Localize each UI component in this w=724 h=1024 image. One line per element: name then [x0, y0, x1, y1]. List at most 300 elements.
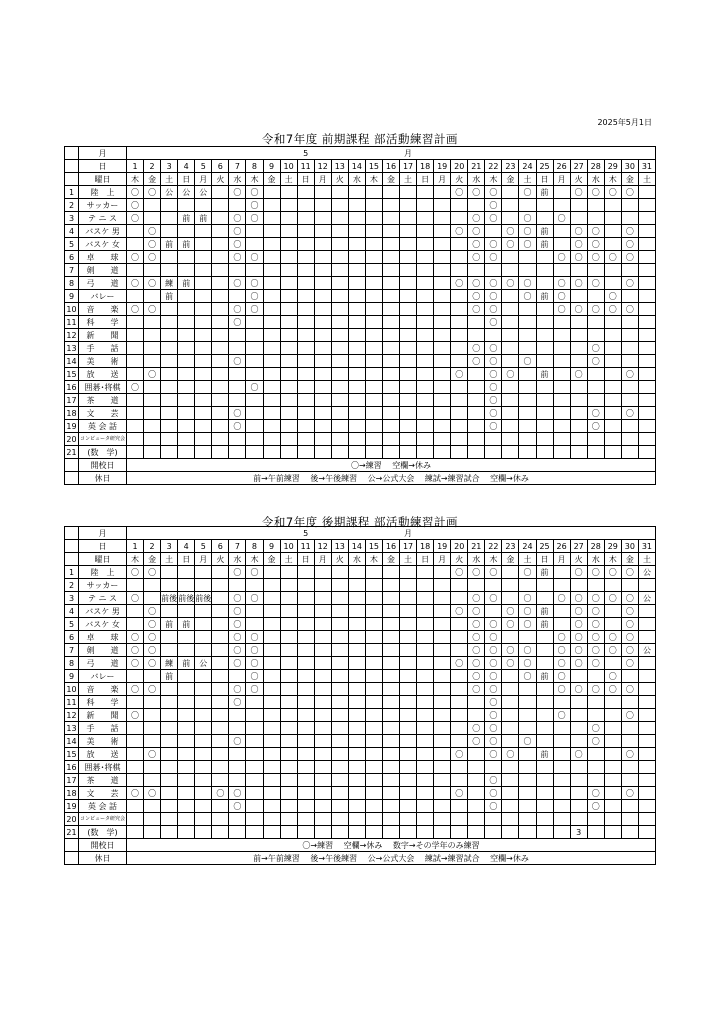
practice-cell: 公 [195, 657, 212, 670]
practice-cell: 〇 [621, 683, 638, 696]
practice-cell [434, 644, 451, 657]
practice-cell: 〇 [587, 618, 604, 631]
practice-cell [144, 394, 161, 407]
practice-cell [178, 303, 195, 316]
day-number: 28 [587, 540, 604, 553]
practice-cell [348, 290, 365, 303]
practice-cell [144, 420, 161, 433]
practice-cell [638, 433, 655, 446]
practice-cell [144, 381, 161, 394]
practice-cell [127, 579, 144, 592]
club-name: バスケ 女 [79, 238, 127, 251]
practice-cell [365, 433, 382, 446]
practice-cell: 〇 [587, 657, 604, 670]
practice-cell [502, 199, 519, 212]
practice-cell [195, 826, 212, 839]
practice-cell [314, 787, 331, 800]
practice-cell [536, 277, 553, 290]
practice-cell [331, 657, 348, 670]
day-number: 17 [400, 540, 417, 553]
practice-cell [314, 709, 331, 722]
club-name: 剣 道 [79, 264, 127, 277]
weekday: 水 [229, 173, 246, 186]
practice-cell [400, 631, 417, 644]
practice-cell: 練 [161, 277, 178, 290]
practice-cell [280, 381, 297, 394]
club-number: 13 [66, 343, 77, 353]
practice-cell: 〇 [144, 225, 161, 238]
club-row [65, 644, 656, 657]
practice-cell [536, 696, 553, 709]
practice-cell [212, 592, 229, 605]
second-term-plan-table [64, 526, 656, 865]
practice-cell [382, 618, 399, 631]
practice-cell [570, 420, 587, 433]
practice-cell [161, 225, 178, 238]
club-row [65, 277, 656, 290]
practice-cell [570, 381, 587, 394]
practice-cell [263, 748, 280, 761]
practice-cell: 〇 [587, 800, 604, 813]
practice-cell [365, 774, 382, 787]
blank-cell [65, 173, 79, 186]
practice-cell [195, 800, 212, 813]
practice-cell: 〇 [127, 303, 144, 316]
practice-cell [365, 592, 382, 605]
practice-cell [178, 683, 195, 696]
practice-cell [502, 670, 519, 683]
club-name: サッカー [79, 579, 127, 592]
practice-cell [468, 787, 485, 800]
practice-cell: 〇 [127, 644, 144, 657]
practice-cell: 前 [536, 748, 553, 761]
practice-cell [417, 748, 434, 761]
practice-cell [587, 774, 604, 787]
practice-cell: 〇 [468, 605, 485, 618]
practice-cell [638, 813, 655, 826]
practice-cell [365, 394, 382, 407]
club-number: 7 [65, 644, 79, 657]
practice-cell [417, 774, 434, 787]
practice-cell [144, 316, 161, 329]
practice-cell [451, 722, 468, 735]
practice-cell [365, 329, 382, 342]
practice-cell [229, 329, 246, 342]
practice-cell [553, 238, 570, 251]
practice-cell [417, 813, 434, 826]
practice-cell [400, 446, 417, 459]
practice-cell: 〇 [587, 566, 604, 579]
practice-cell [604, 316, 621, 329]
practice-cell [604, 407, 621, 420]
day-number: 10 [280, 540, 297, 553]
practice-cell [212, 800, 229, 813]
practice-cell [638, 238, 655, 251]
practice-cell [468, 800, 485, 813]
practice-cell [400, 722, 417, 735]
practice-cell: 〇 [570, 592, 587, 605]
weekday: 木 [604, 173, 621, 186]
practice-cell: 〇 [570, 251, 587, 264]
club-name: 英 会 話 [79, 420, 127, 433]
practice-cell [127, 800, 144, 813]
practice-cell [195, 605, 212, 618]
practice-cell [297, 657, 314, 670]
club-number: 18 [66, 788, 77, 798]
practice-cell [451, 251, 468, 264]
practice-cell [400, 238, 417, 251]
practice-cell [229, 433, 246, 446]
practice-cell [195, 566, 212, 579]
practice-cell [604, 199, 621, 212]
practice-cell [417, 709, 434, 722]
practice-cell [348, 277, 365, 290]
practice-cell: 前 [536, 618, 553, 631]
practice-cell [365, 761, 382, 774]
practice-cell [178, 644, 195, 657]
practice-cell [297, 644, 314, 657]
practice-cell [297, 735, 314, 748]
practice-cell [246, 774, 263, 787]
practice-cell [587, 394, 604, 407]
practice-cell [127, 735, 144, 748]
practice-cell: 〇 [246, 631, 263, 644]
weekday: 火 [331, 553, 348, 566]
practice-cell: 〇 [519, 186, 536, 199]
practice-cell [604, 355, 621, 368]
practice-cell [212, 774, 229, 787]
practice-cell [263, 800, 280, 813]
practice-cell [502, 316, 519, 329]
practice-cell [382, 225, 399, 238]
practice-cell [297, 329, 314, 342]
practice-cell [519, 813, 536, 826]
practice-cell [382, 251, 399, 264]
practice-cell [570, 735, 587, 748]
practice-cell [144, 800, 161, 813]
practice-cell [365, 631, 382, 644]
practice-cell [417, 631, 434, 644]
practice-cell: 〇 [485, 381, 502, 394]
practice-cell: 公 [178, 186, 195, 199]
day-number: 15 [365, 160, 382, 173]
weekday: 金 [263, 553, 280, 566]
club-number: 9 [65, 290, 79, 303]
practice-cell [417, 316, 434, 329]
practice-cell [400, 579, 417, 592]
day-number: 23 [502, 540, 519, 553]
practice-cell [451, 826, 468, 839]
practice-cell [604, 774, 621, 787]
weekday: 日 [417, 553, 434, 566]
practice-cell [417, 800, 434, 813]
practice-cell [365, 605, 382, 618]
practice-cell [161, 696, 178, 709]
club-name: 囲碁･将棋 [79, 381, 127, 394]
practice-cell: 前 [536, 605, 553, 618]
practice-cell [434, 631, 451, 644]
practice-cell: 〇 [144, 748, 161, 761]
practice-cell [212, 566, 229, 579]
practice-cell [331, 774, 348, 787]
practice-cell [212, 657, 229, 670]
practice-cell [519, 683, 536, 696]
school-day-row [65, 459, 656, 472]
practice-cell [280, 657, 297, 670]
practice-cell [502, 813, 519, 826]
practice-cell: 〇 [621, 631, 638, 644]
practice-cell [434, 277, 451, 290]
practice-cell [570, 761, 587, 774]
weekday-row [65, 553, 656, 566]
practice-cell [195, 813, 212, 826]
blank-cell [65, 527, 79, 540]
practice-cell [468, 368, 485, 381]
practice-cell [263, 212, 280, 225]
practice-cell [451, 238, 468, 251]
practice-cell: 〇 [246, 683, 263, 696]
club-name: 新 聞 [79, 329, 127, 342]
club-row [65, 722, 656, 735]
practice-cell [348, 355, 365, 368]
practice-cell [519, 696, 536, 709]
practice-cell: 〇 [621, 368, 638, 381]
practice-cell [434, 709, 451, 722]
practice-cell [536, 446, 553, 459]
club-row [65, 446, 656, 459]
practice-cell [144, 774, 161, 787]
practice-cell [638, 446, 655, 459]
practice-cell [485, 225, 502, 238]
practice-cell [417, 433, 434, 446]
practice-cell [638, 670, 655, 683]
practice-cell [553, 342, 570, 355]
practice-cell [604, 342, 621, 355]
practice-cell [314, 683, 331, 696]
practice-cell: 〇 [468, 277, 485, 290]
club-row [65, 186, 656, 199]
practice-cell [570, 264, 587, 277]
practice-cell [400, 420, 417, 433]
club-name: 放 送 [79, 748, 127, 761]
club-number: 5 [65, 238, 79, 251]
weekday: 日 [178, 553, 195, 566]
first-term-plan-table [64, 146, 656, 485]
practice-cell [417, 303, 434, 316]
holiday-label: 休日 [79, 852, 127, 865]
practice-cell [161, 407, 178, 420]
practice-cell [212, 329, 229, 342]
practice-cell [178, 579, 195, 592]
practice-cell: 前 [536, 225, 553, 238]
practice-cell [604, 826, 621, 839]
practice-cell [348, 696, 365, 709]
practice-cell [621, 813, 638, 826]
practice-cell: 〇 [127, 787, 144, 800]
practice-cell [400, 394, 417, 407]
practice-cell [417, 251, 434, 264]
practice-cell [195, 579, 212, 592]
practice-cell [331, 826, 348, 839]
practice-cell [536, 774, 553, 787]
practice-cell [400, 670, 417, 683]
practice-cell [127, 826, 144, 839]
weekday: 土 [280, 173, 297, 186]
practice-cell [502, 446, 519, 459]
practice-cell [553, 264, 570, 277]
practice-cell [382, 670, 399, 683]
holiday-label: 休日 [79, 472, 127, 485]
practice-cell: 〇 [485, 277, 502, 290]
practice-cell [229, 774, 246, 787]
club-number: 16 [66, 762, 77, 772]
practice-cell: 〇 [587, 303, 604, 316]
club-number: 3 [65, 592, 79, 605]
practice-cell [400, 355, 417, 368]
practice-cell [178, 735, 195, 748]
practice-cell: 〇 [451, 566, 468, 579]
practice-cell [348, 657, 365, 670]
practice-cell [263, 238, 280, 251]
practice-cell [195, 433, 212, 446]
practice-cell [434, 316, 451, 329]
day-number: 20 [451, 540, 468, 553]
practice-cell: 〇 [451, 787, 468, 800]
practice-cell: 〇 [229, 631, 246, 644]
practice-cell [331, 316, 348, 329]
club-row [65, 407, 656, 420]
practice-cell [144, 264, 161, 277]
weekday: 日 [297, 553, 314, 566]
practice-cell [536, 394, 553, 407]
club-row [65, 264, 656, 277]
practice-cell [382, 199, 399, 212]
practice-cell [161, 787, 178, 800]
practice-cell: 前 [161, 618, 178, 631]
practice-cell [638, 774, 655, 787]
practice-cell [212, 631, 229, 644]
practice-cell: 前 [161, 290, 178, 303]
practice-cell [365, 225, 382, 238]
practice-cell: 〇 [229, 277, 246, 290]
practice-cell [314, 420, 331, 433]
practice-cell: 〇 [604, 303, 621, 316]
practice-cell [161, 368, 178, 381]
practice-cell [434, 670, 451, 683]
practice-cell [212, 407, 229, 420]
practice-cell [161, 579, 178, 592]
practice-cell [178, 605, 195, 618]
practice-cell [417, 657, 434, 670]
practice-cell [638, 748, 655, 761]
practice-cell [229, 748, 246, 761]
practice-cell [553, 316, 570, 329]
practice-cell [365, 800, 382, 813]
club-name: 茶 道 [79, 774, 127, 787]
practice-cell [502, 761, 519, 774]
practice-cell [280, 277, 297, 290]
day-number: 19 [434, 540, 451, 553]
practice-cell [229, 368, 246, 381]
practice-cell [621, 735, 638, 748]
practice-cell [161, 748, 178, 761]
weekday: 金 [382, 173, 399, 186]
practice-cell [400, 735, 417, 748]
practice-cell [195, 381, 212, 394]
day-number: 1 [127, 540, 144, 553]
practice-cell [587, 579, 604, 592]
practice-cell: 〇 [229, 800, 246, 813]
day-number: 7 [229, 160, 246, 173]
practice-cell [451, 355, 468, 368]
practice-cell [178, 381, 195, 394]
club-number: 11 [66, 697, 77, 707]
practice-cell: 前 [536, 670, 553, 683]
practice-cell [331, 748, 348, 761]
practice-cell [280, 696, 297, 709]
day-number: 13 [331, 540, 348, 553]
practice-cell [280, 290, 297, 303]
practice-cell: 〇 [246, 381, 263, 394]
weekday: 水 [229, 553, 246, 566]
practice-cell: 〇 [229, 407, 246, 420]
practice-cell [195, 644, 212, 657]
practice-cell [144, 290, 161, 303]
school-day-label: 開校日 [79, 839, 127, 852]
practice-cell: 〇 [621, 657, 638, 670]
practice-cell [553, 381, 570, 394]
practice-cell: 〇 [144, 238, 161, 251]
practice-cell [280, 579, 297, 592]
practice-cell: 〇 [502, 618, 519, 631]
practice-cell [331, 696, 348, 709]
practice-cell [434, 774, 451, 787]
club-number: 6 [65, 251, 79, 264]
practice-cell [178, 329, 195, 342]
practice-cell [297, 303, 314, 316]
practice-cell: 〇 [570, 618, 587, 631]
weekday: 月 [195, 173, 212, 186]
practice-cell [212, 381, 229, 394]
practice-cell [229, 342, 246, 355]
practice-cell [297, 761, 314, 774]
practice-cell: 〇 [229, 592, 246, 605]
practice-cell [195, 722, 212, 735]
practice-cell [348, 225, 365, 238]
practice-cell [400, 290, 417, 303]
practice-cell [400, 748, 417, 761]
practice-cell: 〇 [553, 631, 570, 644]
practice-cell [161, 774, 178, 787]
practice-cell [178, 420, 195, 433]
practice-cell [502, 303, 519, 316]
club-row [65, 303, 656, 316]
practice-cell [263, 277, 280, 290]
practice-cell [638, 394, 655, 407]
practice-cell [365, 290, 382, 303]
holiday-note: 前→午前練習 後→午後練習 公→公式大会 練試→練習試合 空欄→休み [127, 852, 656, 865]
practice-cell: 〇 [587, 735, 604, 748]
club-name: 英 会 話 [79, 800, 127, 813]
practice-cell [382, 748, 399, 761]
weekday-row [65, 173, 656, 186]
practice-cell [195, 368, 212, 381]
practice-cell [263, 303, 280, 316]
practice-cell [178, 761, 195, 774]
practice-cell [331, 186, 348, 199]
practice-cell [297, 251, 314, 264]
club-name: (数 学) [79, 826, 127, 839]
